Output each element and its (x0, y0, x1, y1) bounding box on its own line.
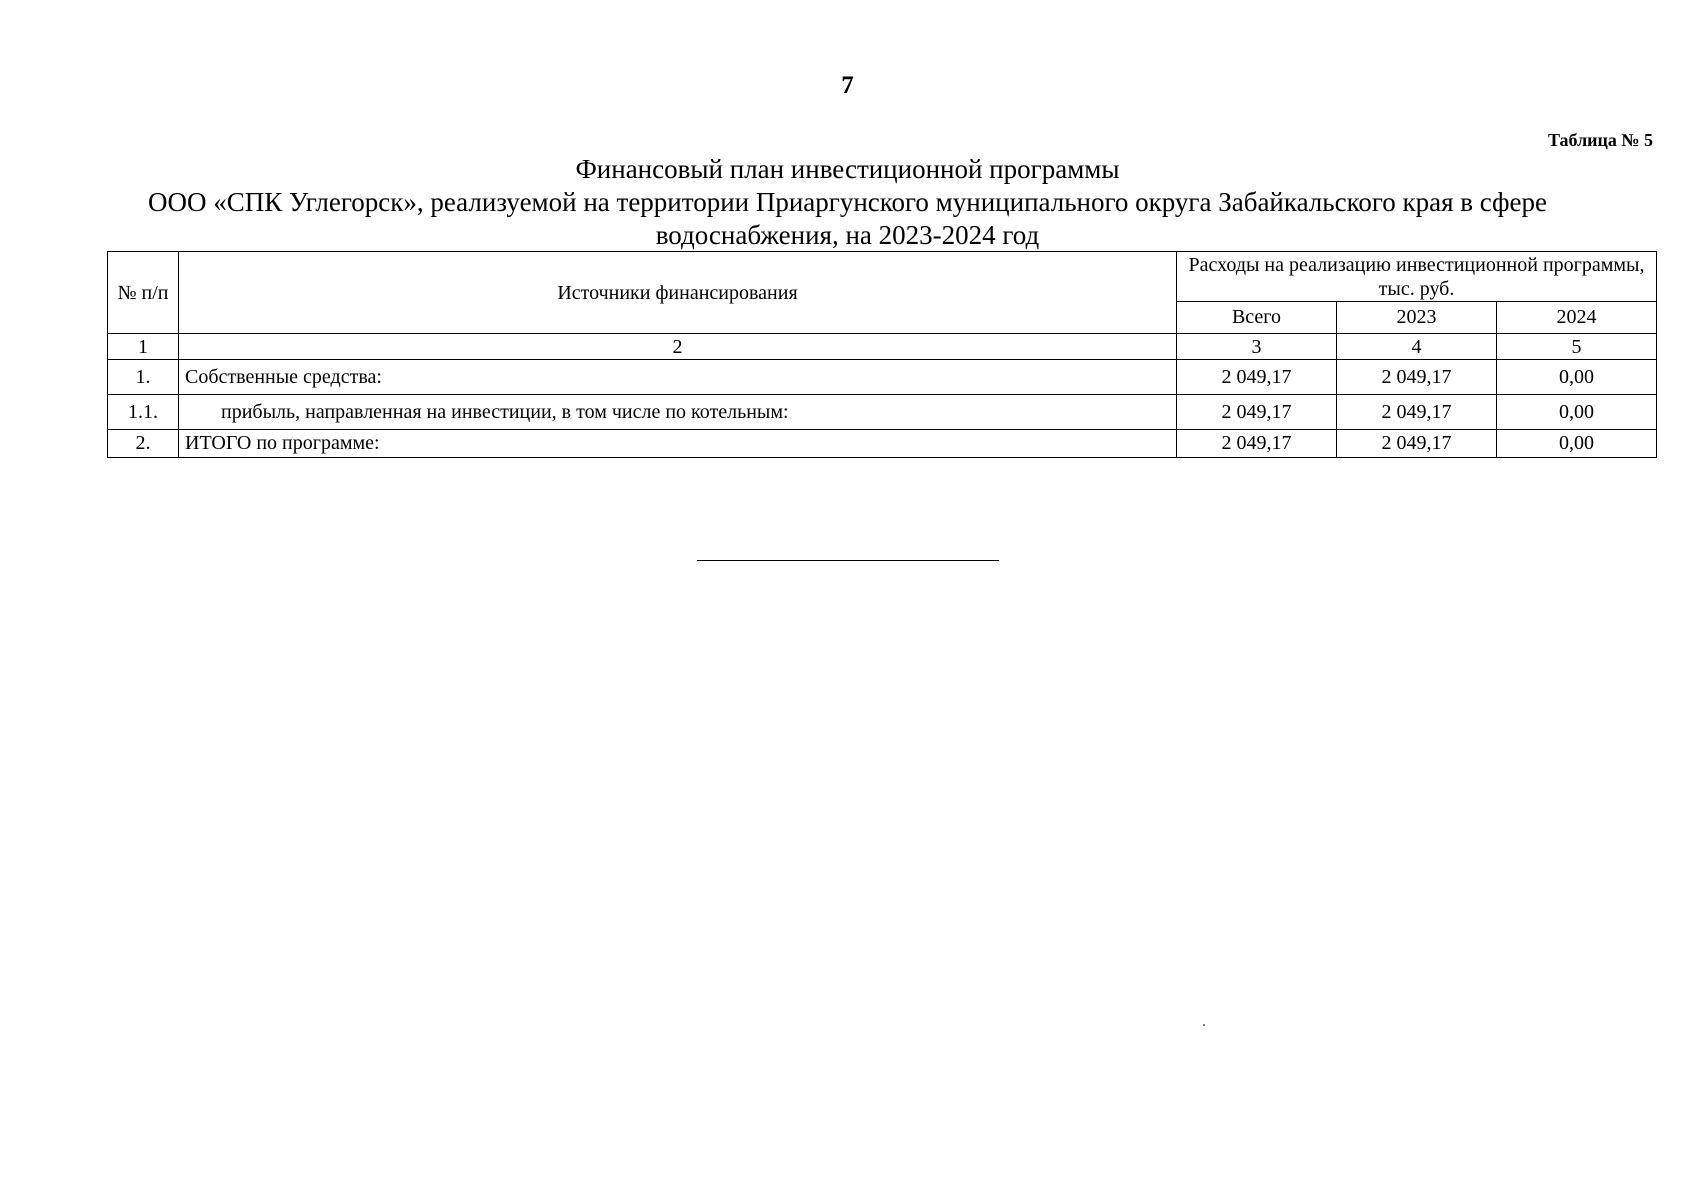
row-2024: 0,00 (1497, 395, 1657, 430)
table-row (108, 395, 1657, 430)
column-number: 5 (1497, 334, 1657, 360)
row-number: 2. (108, 430, 179, 458)
column-number: 1 (108, 334, 179, 360)
table-label: Таблица № 5 (1547, 130, 1653, 150)
row-total: 2 049,17 (1177, 395, 1337, 430)
row-source: Собственные средства: (179, 360, 1177, 395)
document-title (80, 153, 1615, 252)
header-total: Всего (1177, 302, 1337, 334)
header-source: Источники финансирования (179, 252, 1177, 334)
column-number: 3 (1177, 334, 1337, 360)
row-total: 2 049,17 (1177, 430, 1337, 458)
row-2023: 2 049,17 (1337, 430, 1497, 458)
header-2024: 2024 (1497, 302, 1657, 334)
title-line-3: водоснабжения, на 2023-2024 год (655, 220, 1040, 250)
row-total: 2 049,17 (1177, 360, 1337, 395)
scan-speck (1203, 1024, 1205, 1026)
row-number: 1.1. (108, 395, 179, 430)
row-number: 1. (108, 360, 179, 395)
column-number: 2 (179, 334, 1177, 360)
table-row (108, 360, 1657, 395)
financial-plan-table (107, 251, 1657, 458)
header-number: № п/п (108, 252, 179, 334)
column-number: 4 (1337, 334, 1497, 360)
footer-divider (697, 560, 999, 561)
row-2023: 2 049,17 (1337, 395, 1497, 430)
row-2024: 0,00 (1497, 430, 1657, 458)
page-number: 7 (841, 72, 854, 99)
row-source: ИТОГО по программе: (179, 430, 1177, 458)
table-row (108, 430, 1657, 458)
column-number-row (108, 334, 1657, 360)
row-source: прибыль, направленная на инвестиции, в том числе по котельным: (179, 395, 1177, 430)
header-expenses: Расходы на реализацию инвестиционной программы, тыс. руб. (1177, 252, 1657, 302)
header-2023: 2023 (1337, 302, 1497, 334)
title-line-1: Финансовый план инвестиционной программы (575, 154, 1120, 184)
row-2023: 2 049,17 (1337, 360, 1497, 395)
title-line-2: ООО «СПК Углегорск», реализуемой на территории Приаргунского муниципального округа Забайкальского края в сфере (147, 187, 1548, 217)
row-2024: 0,00 (1497, 360, 1657, 395)
